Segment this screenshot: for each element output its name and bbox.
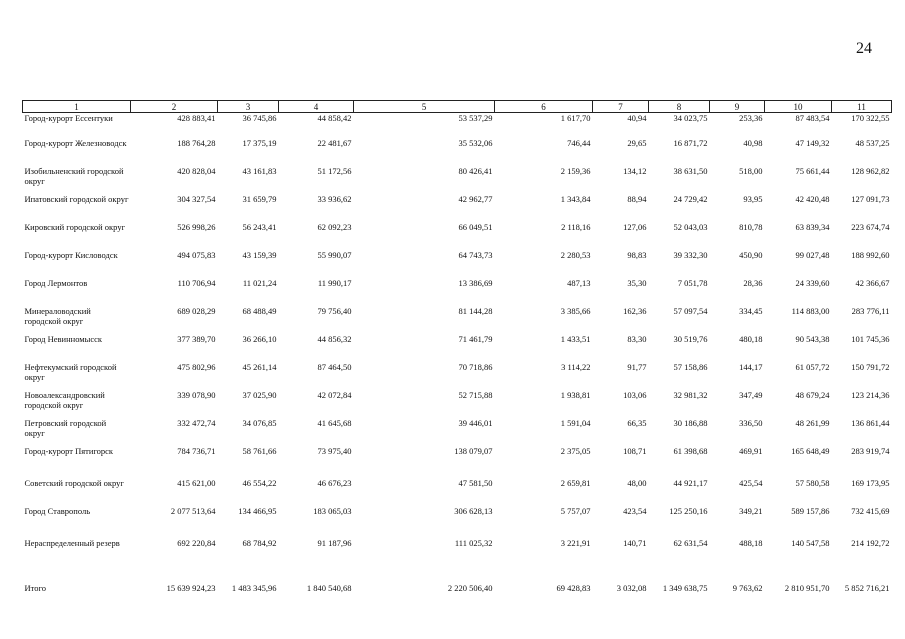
table-cell: 5 757,07 xyxy=(560,506,591,516)
table-cell: 127 091,73 xyxy=(851,194,890,204)
table-cell: 46 676,23 xyxy=(317,478,352,488)
table-cell: 111 025,32 xyxy=(454,538,493,548)
column-header: 2 xyxy=(131,101,218,113)
municipality-name: Ипатовский городской округ xyxy=(24,194,129,204)
table-cell: 1 938,81 xyxy=(560,390,591,400)
table-cell: 34 023,75 xyxy=(673,113,708,123)
table-cell: 44 921,17 xyxy=(673,478,708,488)
table-cell: 518,00 xyxy=(739,166,763,176)
table-cell: 336,50 xyxy=(739,418,763,428)
table-cell: 35 532,06 xyxy=(458,138,493,148)
table-cell: 69 428,83 xyxy=(556,583,591,593)
table-cell: 134,12 xyxy=(623,166,647,176)
table-cell: 3 385,66 xyxy=(560,306,591,316)
table-cell: 123 214,36 xyxy=(851,390,890,400)
municipality-name: Советский городской округ xyxy=(24,478,124,488)
table-cell: 58 761,66 xyxy=(242,446,277,456)
table-cell: 47 149,32 xyxy=(795,138,830,148)
table-cell: 349,21 xyxy=(739,506,763,516)
table-row xyxy=(23,306,892,334)
table-row xyxy=(23,478,892,506)
table-row xyxy=(23,278,892,306)
table-row xyxy=(23,446,892,478)
table-row xyxy=(23,418,892,446)
table-cell: 93,95 xyxy=(743,194,763,204)
table-cell: 46 554,22 xyxy=(242,478,277,488)
municipality-name: Кировский городской округ xyxy=(24,222,126,232)
municipality-name: Город Лермонтов xyxy=(24,278,88,288)
table-cell: 66,35 xyxy=(627,418,647,428)
table-cell: 1 349 638,75 xyxy=(662,583,708,593)
table-cell: 53 537,29 xyxy=(458,113,493,123)
municipality-name: Город-курорт Кисловодск xyxy=(24,250,118,260)
table-cell: 2 159,36 xyxy=(560,166,591,176)
column-header: 3 xyxy=(218,101,279,113)
table-cell: 334,45 xyxy=(739,306,763,316)
column-header: 5 xyxy=(354,101,495,113)
table-cell: 13 386,69 xyxy=(458,278,493,288)
header-row xyxy=(23,101,892,113)
table-cell: 332 472,74 xyxy=(177,418,216,428)
table-cell: 2 220 506,40 xyxy=(447,583,493,593)
municipality-name: Петровский городской округ xyxy=(24,418,107,438)
table-cell: 63 839,34 xyxy=(795,222,830,232)
table-cell: 42 962,77 xyxy=(458,194,493,204)
table-cell: 57 580,58 xyxy=(795,478,830,488)
table-row xyxy=(23,583,892,608)
table-cell: 80 426,41 xyxy=(458,166,493,176)
table-row xyxy=(23,334,892,362)
table-cell: 103,06 xyxy=(623,390,647,400)
table-cell: 22 481,67 xyxy=(317,138,352,148)
table-cell: 11 021,24 xyxy=(242,278,277,288)
table-cell: 2 375,05 xyxy=(560,446,591,456)
table-cell: 3 114,22 xyxy=(561,362,591,372)
column-header: 7 xyxy=(593,101,649,113)
table-cell: 428 883,41 xyxy=(177,113,216,123)
table-cell: 469,91 xyxy=(739,446,763,456)
table-cell: 2 118,16 xyxy=(561,222,591,232)
table-cell: 91 187,96 xyxy=(317,538,352,548)
table-cell: 136 861,44 xyxy=(851,418,890,428)
municipality-name: Город-курорт Железноводск xyxy=(24,138,127,148)
table-cell: 11 990,17 xyxy=(317,278,352,288)
table-cell: 423,54 xyxy=(623,506,647,516)
table-cell: 30 186,88 xyxy=(673,418,708,428)
table-row xyxy=(23,506,892,538)
table-cell: 87 464,50 xyxy=(317,362,352,372)
table-cell: 377 389,70 xyxy=(177,334,216,344)
table-cell: 31 659,79 xyxy=(242,194,277,204)
table-cell: 73 975,40 xyxy=(317,446,352,456)
municipality-name: Нефтекумский городской округ xyxy=(24,362,117,382)
table-cell: 283 776,11 xyxy=(851,306,890,316)
column-header: 4 xyxy=(279,101,354,113)
table-cell: 75 661,44 xyxy=(795,166,830,176)
table-cell: 784 736,71 xyxy=(177,446,216,456)
table-cell: 62 092,23 xyxy=(317,222,352,232)
table-cell: 81 144,28 xyxy=(458,306,493,316)
table-cell: 79 756,40 xyxy=(317,306,352,316)
table-cell: 526 998,26 xyxy=(177,222,216,232)
table-cell: 35,30 xyxy=(627,278,647,288)
table-cell: 15 639 924,23 xyxy=(166,583,216,593)
table-cell: 68 784,92 xyxy=(242,538,277,548)
municipality-name: Минераловодский городской округ xyxy=(24,306,91,326)
table-cell: 1 617,70 xyxy=(560,113,591,123)
table-cell: 214 192,72 xyxy=(851,538,890,548)
municipality-name: Город-курорт Пятигорск xyxy=(24,446,114,456)
table-cell: 56 243,41 xyxy=(242,222,277,232)
table-cell: 140 547,58 xyxy=(791,538,830,548)
table-cell: 480,18 xyxy=(739,334,763,344)
table-cell: 1 433,51 xyxy=(560,334,591,344)
column-header: 10 xyxy=(765,101,832,113)
table-cell: 48 679,24 xyxy=(795,390,830,400)
table-cell: 36 745,86 xyxy=(242,113,277,123)
table-cell: 304 327,54 xyxy=(177,194,216,204)
table-cell: 66 049,51 xyxy=(458,222,493,232)
table-cell: 30 519,76 xyxy=(673,334,708,344)
table-cell: 62 631,54 xyxy=(673,538,708,548)
table-cell: 57 097,54 xyxy=(673,306,708,316)
table-cell: 488,18 xyxy=(739,538,763,548)
municipality-name: Город-курорт Ессентуки xyxy=(24,113,113,123)
table-cell: 692 220,84 xyxy=(177,538,216,548)
municipality-name: Город Невинномысск xyxy=(24,334,103,344)
table-cell: 589 157,86 xyxy=(791,506,830,516)
table-cell: 1 343,84 xyxy=(560,194,591,204)
table-cell: 347,49 xyxy=(739,390,763,400)
table-cell: 487,13 xyxy=(567,278,591,288)
table-row xyxy=(23,113,892,139)
table-cell: 40,94 xyxy=(627,113,647,123)
table-cell: 45 261,14 xyxy=(242,362,277,372)
column-header: 8 xyxy=(649,101,710,113)
table-cell: 48,00 xyxy=(627,478,647,488)
table-cell: 746,44 xyxy=(567,138,591,148)
table-cell: 38 631,50 xyxy=(673,166,708,176)
table-cell: 183 065,03 xyxy=(313,506,352,516)
table-cell: 42 420,48 xyxy=(795,194,830,204)
table-row xyxy=(23,538,892,583)
table-cell: 32 981,32 xyxy=(673,390,708,400)
table-cell: 41 645,68 xyxy=(317,418,352,428)
table-cell: 475 802,96 xyxy=(177,362,216,372)
table-cell: 144,17 xyxy=(739,362,763,372)
table-cell: 17 375,19 xyxy=(242,138,277,148)
table-cell: 494 075,83 xyxy=(177,250,216,260)
table-cell: 39 446,01 xyxy=(458,418,493,428)
table-cell: 7 051,78 xyxy=(677,278,708,288)
page-number: 24 xyxy=(856,40,872,57)
table-cell: 33 936,62 xyxy=(317,194,352,204)
table-cell: 1 591,04 xyxy=(560,418,591,428)
table-cell: 87 483,54 xyxy=(795,113,830,123)
table-cell: 83,30 xyxy=(627,334,647,344)
column-header: 11 xyxy=(832,101,892,113)
table-cell: 3 032,08 xyxy=(616,583,647,593)
table-cell: 2 659,81 xyxy=(560,478,591,488)
table-cell: 40,98 xyxy=(743,138,763,148)
table-cell: 47 581,50 xyxy=(458,478,493,488)
table-cell: 16 871,72 xyxy=(673,138,708,148)
table-cell: 170 322,55 xyxy=(851,113,890,123)
table-cell: 1 840 540,68 xyxy=(306,583,352,593)
table-cell: 52 043,03 xyxy=(673,222,708,232)
table-cell: 5 852 716,21 xyxy=(844,583,890,593)
table-cell: 34 076,85 xyxy=(242,418,277,428)
table-cell: 810,78 xyxy=(739,222,763,232)
table-cell: 110 706,94 xyxy=(177,278,216,288)
table-cell: 2 810 951,70 xyxy=(784,583,830,593)
table-cell: 450,90 xyxy=(739,250,763,260)
table-cell: 51 172,56 xyxy=(317,166,352,176)
table-cell: 39 332,30 xyxy=(673,250,708,260)
column-header: 9 xyxy=(710,101,765,113)
table-cell: 44 856,32 xyxy=(317,334,352,344)
table-cell: 1 483 345,96 xyxy=(231,583,277,593)
table-cell: 169 173,95 xyxy=(851,478,890,488)
table-cell: 339 078,90 xyxy=(177,390,216,400)
table-cell: 44 858,42 xyxy=(317,113,352,123)
table-cell: 88,94 xyxy=(627,194,647,204)
table-cell: 61 057,72 xyxy=(795,362,830,372)
table-cell: 98,83 xyxy=(627,250,647,260)
table-cell: 732 415,69 xyxy=(851,506,890,516)
table-cell: 253,36 xyxy=(739,113,763,123)
table-cell: 91,77 xyxy=(627,362,647,372)
table-cell: 188 992,60 xyxy=(851,250,890,260)
table-cell: 36 266,10 xyxy=(242,334,277,344)
municipality-name: Новоалександровский городской округ xyxy=(24,390,105,410)
table-cell: 415 621,00 xyxy=(177,478,216,488)
table-cell: 108,71 xyxy=(623,446,647,456)
table-cell: 140,71 xyxy=(623,538,647,548)
table-cell: 3 221,91 xyxy=(560,538,591,548)
municipality-name: Нераспределенный резерв xyxy=(24,538,120,548)
table-cell: 188 764,28 xyxy=(177,138,216,148)
table-cell: 9 763,62 xyxy=(732,583,763,593)
column-header: 6 xyxy=(495,101,593,113)
table-row xyxy=(23,138,892,166)
table-row xyxy=(23,250,892,278)
table-cell: 223 674,74 xyxy=(851,222,890,232)
table-cell: 127,06 xyxy=(623,222,647,232)
table-cell: 99 027,48 xyxy=(795,250,830,260)
municipality-name: Итого xyxy=(24,583,47,593)
table-row xyxy=(23,390,892,418)
table-cell: 90 543,38 xyxy=(795,334,830,344)
table-cell: 71 461,79 xyxy=(458,334,493,344)
table-cell: 61 398,68 xyxy=(673,446,708,456)
table-cell: 2 280,53 xyxy=(560,250,591,260)
table-cell: 43 161,83 xyxy=(242,166,277,176)
table-row xyxy=(23,222,892,250)
table-cell: 306 628,13 xyxy=(454,506,493,516)
table-cell: 283 919,74 xyxy=(851,446,890,456)
municipality-name: Изобильненский городской округ xyxy=(24,166,124,186)
table-cell: 48 537,25 xyxy=(855,138,890,148)
table-cell: 55 990,07 xyxy=(317,250,352,260)
column-header: 1 xyxy=(23,101,131,113)
municipality-name: Город Ставрополь xyxy=(24,506,91,516)
table-cell: 52 715,88 xyxy=(458,390,493,400)
table-cell: 29,65 xyxy=(627,138,647,148)
table-cell: 150 791,72 xyxy=(851,362,890,372)
table-cell: 37 025,90 xyxy=(242,390,277,400)
table-cell: 42 072,84 xyxy=(317,390,352,400)
table-row xyxy=(23,194,892,222)
table-cell: 425,54 xyxy=(739,478,763,488)
table-cell: 42 366,67 xyxy=(855,278,890,288)
table-cell: 128 962,82 xyxy=(851,166,890,176)
budget-table xyxy=(22,100,892,608)
table-cell: 28,36 xyxy=(743,278,763,288)
table-cell: 138 079,07 xyxy=(454,446,493,456)
table-cell: 134 466,95 xyxy=(238,506,277,516)
table-row xyxy=(23,362,892,390)
table-cell: 125 250,16 xyxy=(669,506,708,516)
table-cell: 101 745,36 xyxy=(851,334,890,344)
table-row xyxy=(23,166,892,194)
table-cell: 68 488,49 xyxy=(242,306,277,316)
table-cell: 165 648,49 xyxy=(791,446,830,456)
table-cell: 24 339,60 xyxy=(795,278,830,288)
table-cell: 114 883,00 xyxy=(791,306,830,316)
table-cell: 162,36 xyxy=(623,306,647,316)
table-cell: 48 261,99 xyxy=(795,418,830,428)
table-cell: 24 729,42 xyxy=(673,194,708,204)
table-cell: 689 028,29 xyxy=(177,306,216,316)
table-cell: 57 158,86 xyxy=(673,362,708,372)
table-cell: 64 743,73 xyxy=(458,250,493,260)
table-cell: 420 828,04 xyxy=(177,166,216,176)
table-cell: 2 077 513,64 xyxy=(170,506,216,516)
table-cell: 43 159,39 xyxy=(242,250,277,260)
table-cell: 70 718,86 xyxy=(458,362,493,372)
